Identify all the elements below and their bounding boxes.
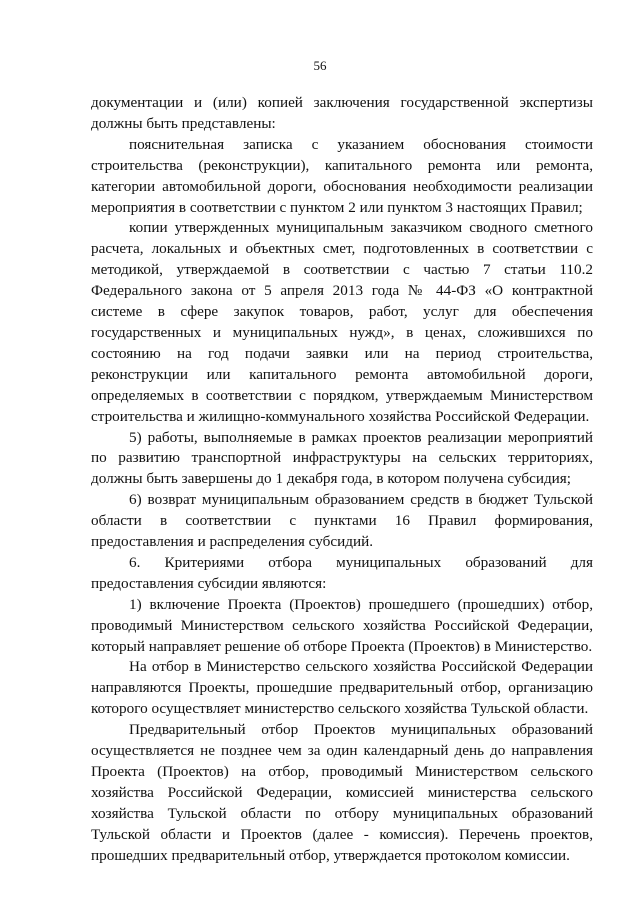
paragraph-selection-submission: На отбор в Министерство сельского хозяйства Российской Федерации направляются Проекты, прошедшие предварительный отбор, организацию которого осуществляет министерство сельского хозяйства Тульской области.: [91, 658, 593, 718]
paragraph-continuation: документации и (или) копией заключения государственной экспертизы должны быть представлены:: [91, 94, 593, 132]
paragraph-item-5: 5) работы, выполняемые в рамках проектов реализации мероприятий по развитию транспортной инфраструктуры на сельских территориях, должны быть завершены до 1 декабря года, в котором получена субсидия;: [91, 428, 593, 488]
body-text: [91, 93, 593, 867]
page-number: 56: [313, 58, 327, 73]
paragraph-section-6-heading: 6. Критериями отбора муниципальных образований для предоставления субсидии являются:: [91, 553, 593, 592]
paragraph-criterion-1: 1) включение Проекта (Проектов) прошедшего (прошедших) отбор, проводимый Министерством сельского хозяйства Российской Федерации, который направляет решение об отборе Проекта (Проектов) в Министерство.: [91, 595, 593, 655]
paragraph-item-6: 6) возврат муниципальным образованием средств в бюджет Тульской области в соответствии с пунктами 16 Правил формирования, предоставления и распределения субсидий.: [91, 491, 593, 551]
paragraph-preliminary-selection: Предварительный отбор Проектов муниципальных образований осуществляется не позднее чем за один календарный день до направления Проекта (Проектов) на отбор, проводимый Министерством сельского хозяйства Российской Федерации, комиссией министерства сельского хозяйства Тульской области по отбору муниципальных образований Тульской области и Проектов (далее - комиссия). Перечень проектов, прошедших предварительный отбор, утверждается протоколом комиссии.: [91, 721, 593, 864]
paragraph-explanatory-note: пояснительная записка с указанием обоснования стоимости строительства (реконструкции), капитального ремонта или ремонта, категории автомобильной дороги, обоснования необходимости реализации мероприятия в соответствии с пунктом 2 или пунктом 3 настоящих Правил;: [91, 135, 593, 216]
paragraph-estimates-copies: копии утвержденных муниципальным заказчиком сводного сметного расчета, локальных и объектных смет, подготовленных в соответствии с методикой, утверждаемой в соответствии с частью 7 статьи 110.2 Федерального закона от 5 апреля 2013 года № 44-ФЗ «О контрактной системе в сфере закупок товаров, работ, услуг для обеспечения государственных и муниципальных нужд», в ценах, сложившихся по состоянию на год подачи заявки или на период строительства, реконструкции или капитального ремонта автомобильной дороги, определяемых в соответствии с порядком, утверждаемым Министерством строительства и жилищно-коммунального хозяйства Российской Федерации.: [91, 219, 593, 425]
